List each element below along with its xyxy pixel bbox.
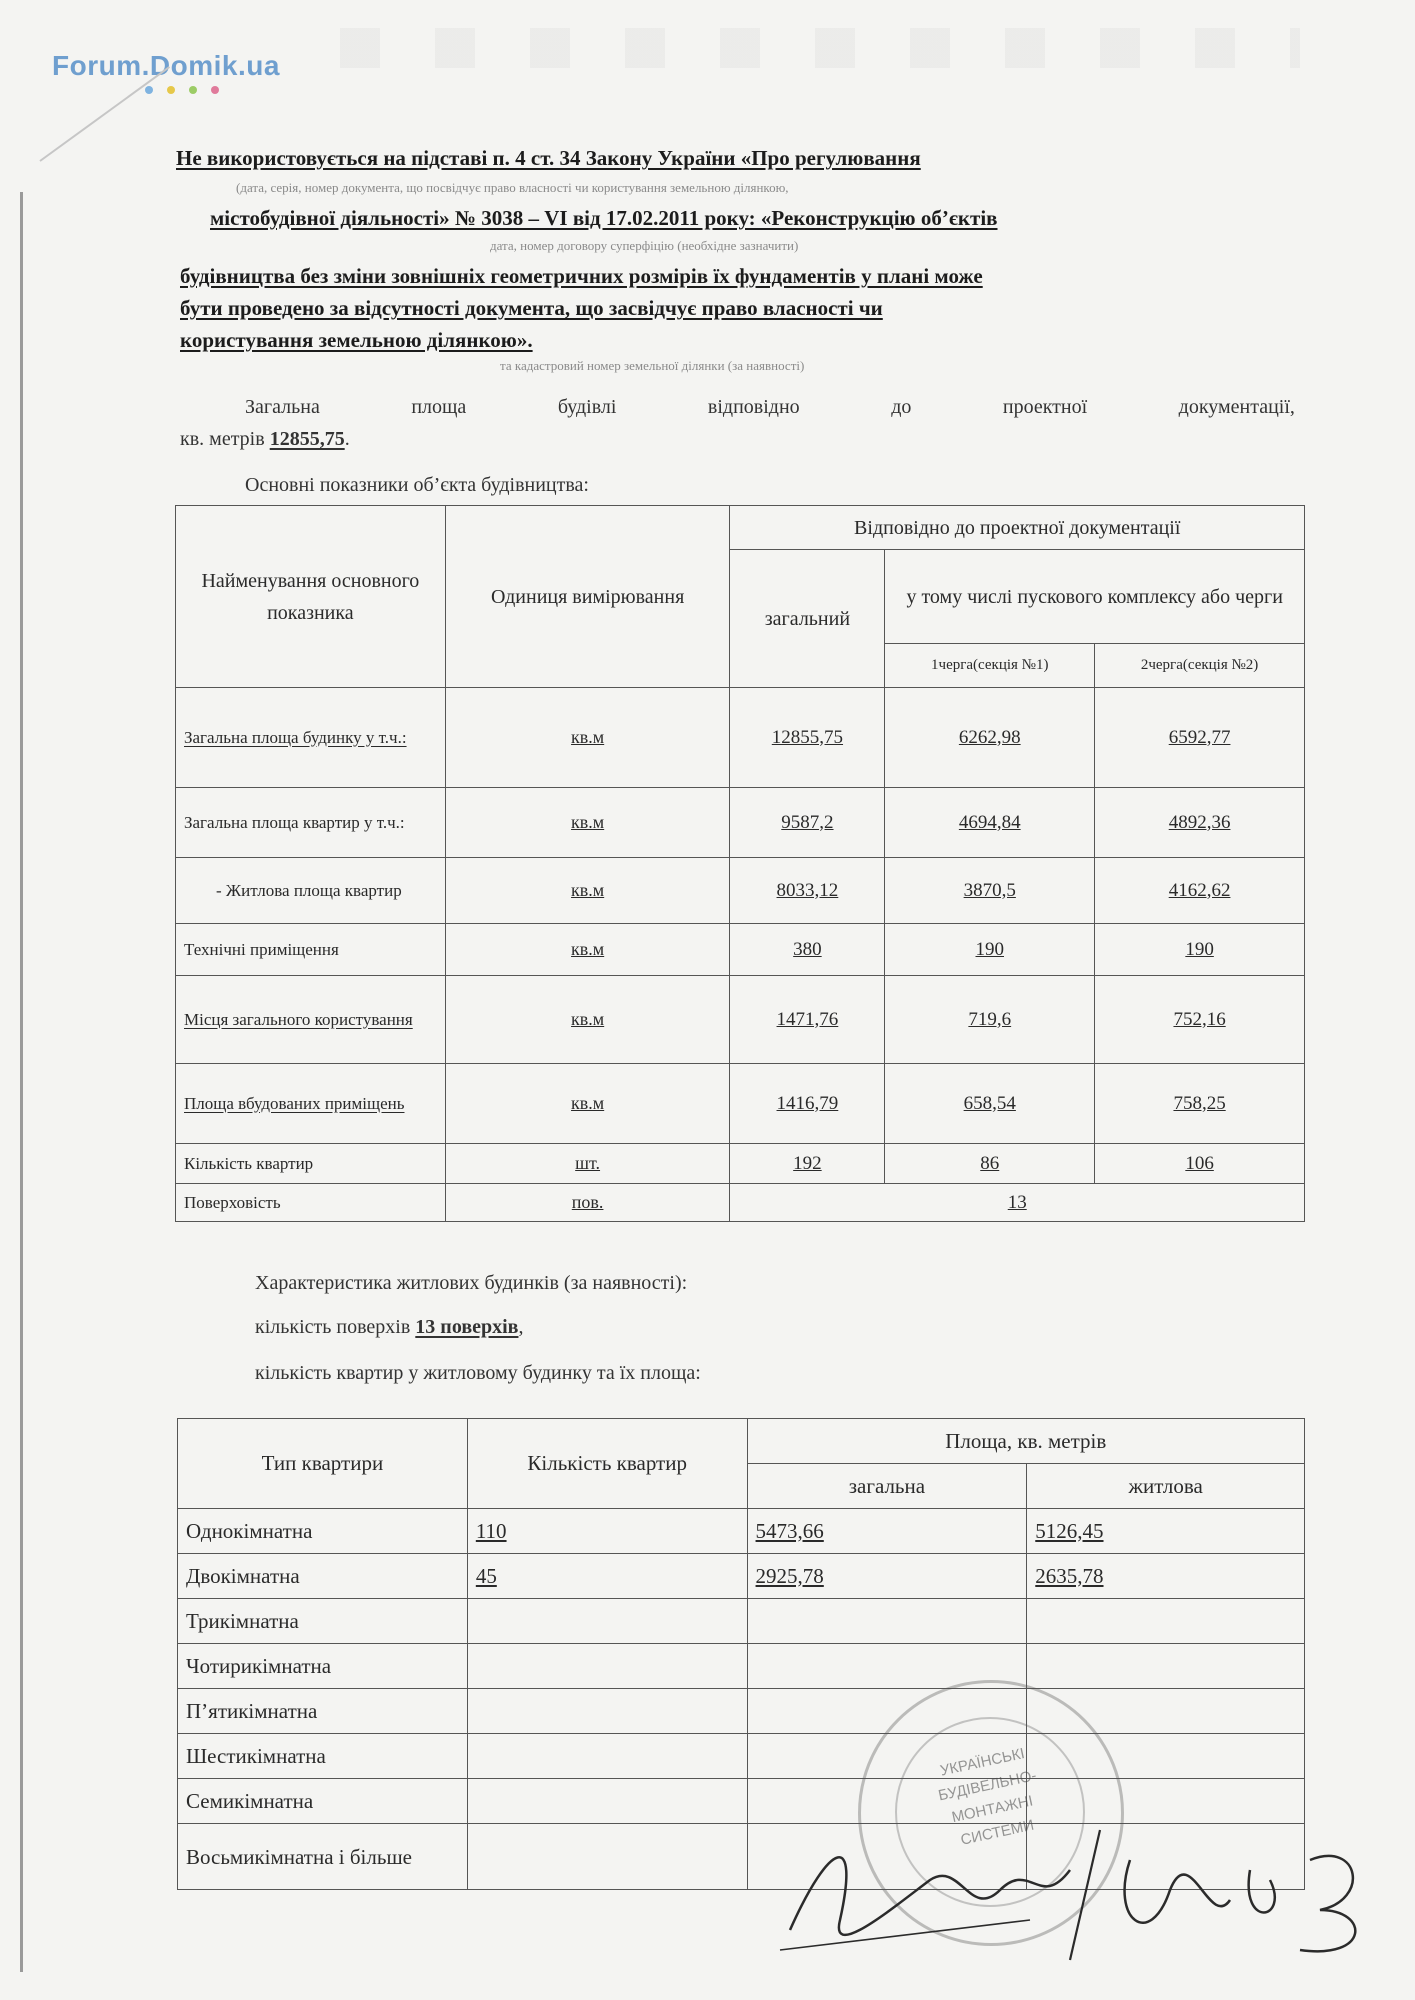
row-q1 [885,858,1095,924]
flat-type: Шестикімнатна [178,1734,468,1779]
flat-area-living-value: 2635,78 [1035,1563,1104,1588]
flat-count [467,1644,747,1689]
row-unit [445,1144,730,1184]
row-unit-text: шт. [575,1153,601,1173]
flat-area-living [1027,1509,1305,1554]
stamp-text: УКРАЇНСЬКІ БУДІВЕЛЬНО-МОНТАЖНІ СИСТЕМИ [936,1745,1039,1849]
row-unit [445,788,730,858]
area-line-1 [245,396,1295,419]
flat-type: Восьмикімнатна і більше [178,1824,468,1890]
row-floors-value [730,1184,1305,1222]
flat-type: Трикімнатна [178,1599,468,1644]
table-row [176,688,1305,788]
flat-type: П’ятикімнатна [178,1689,468,1734]
row-total-value: 1416,79 [776,1092,839,1114]
flat-type: Однокімнатна [178,1509,468,1554]
row-name: Загальна площа квартир у т.ч.: [176,788,446,858]
row-total-value: 380 [793,938,822,960]
th-area-living: житлова [1027,1464,1305,1509]
row-name: Загальна площа будинку у т.ч.: [176,688,446,788]
row-unit [445,688,730,788]
row-q2 [1095,976,1305,1064]
table-row [176,858,1305,924]
th-name: Найменування основного показника [176,506,446,688]
row-q1 [885,924,1095,976]
row-total-value: 8033,12 [776,879,839,901]
row-q1-value: 86 [980,1152,1000,1174]
row-q2 [1095,924,1305,976]
row-name: - Житлова площа квартир [176,858,446,924]
row-q2-value: 190 [1185,938,1214,960]
row-total-value: 9587,2 [781,811,834,833]
flat-area-total [747,1554,1027,1599]
row-total [730,688,885,788]
row-q2-value: 752,16 [1173,1008,1226,1030]
floors-line [255,1316,523,1339]
area-word: проектної [1002,396,1088,418]
row-q1-value: 4694,84 [958,811,1021,833]
area-word: документації, [1178,396,1295,418]
flat-count [467,1779,747,1824]
watermark-dot [145,86,153,94]
area-word: Загальна [245,396,320,418]
th-project: Відповідно до проектної документації [730,506,1305,550]
total-area-value: 12855,75 [269,428,345,450]
row-q2-value: 4162,62 [1168,879,1231,901]
flat-count-value: 110 [475,1518,507,1543]
table-row [178,1509,1305,1554]
header-hint-1: (дата, серія, номер документа, що посвідчує право власності чи користування земельною ділянкою, [236,180,789,195]
row-unit-text: кв.м [571,880,605,900]
header-line-2: містобудівної діяльності» № 3038 – VI від 17.02.2011 року: «Реконструкцію об’єктів [210,206,998,230]
th-including: у тому числі пускового комплексу або черги [885,550,1305,644]
row-q1 [885,688,1095,788]
watermark-dot [189,86,197,94]
row-q1 [885,976,1095,1064]
area-line-2 [180,428,350,451]
row-q2-value: 758,25 [1173,1092,1226,1114]
row-unit-text: кв.м [571,939,605,959]
flat-area-living [1027,1644,1305,1689]
row-q1 [885,1144,1095,1184]
table-row [176,1144,1305,1184]
floors-prefix: кількість поверхів [255,1316,411,1338]
row-name: Площа вбудованих приміщень [176,1064,446,1144]
watermark-logo: Forum.Domik.ua [52,50,280,81]
th-flat-area: Площа, кв. метрів [747,1419,1304,1464]
signature [770,1800,1390,1970]
flat-type: Двокімнатна [178,1554,468,1599]
row-q2 [1095,788,1305,858]
row-q1-value: 719,6 [968,1008,1012,1030]
row-name: Місця загального користування [176,976,446,1064]
scan-noise [340,28,1300,68]
floors-value: 13 [1007,1191,1027,1213]
row-unit [445,924,730,976]
row-total [730,1144,885,1184]
area-suffix: . [344,428,350,450]
table-row [178,1599,1305,1644]
row-unit-text: кв.м [571,1093,605,1113]
flat-count [467,1554,747,1599]
row-q2-value: 106 [1185,1152,1214,1174]
area-word: відповідно [707,396,800,418]
row-q1-value: 3870,5 [963,879,1016,901]
row-unit [445,1184,730,1222]
row-q2 [1095,1144,1305,1184]
flat-area-living-value: 5126,45 [1035,1518,1104,1543]
row-unit-text: кв.м [571,727,605,747]
flat-area-living [1027,1554,1305,1599]
area-word: площа [411,396,467,418]
row-total-value: 192 [793,1152,822,1174]
header-hint-3: та кадастровий номер земельної ділянки (за наявності) [500,358,805,373]
header-line-3: будівництва без зміни зовнішніх геометричних розмірів їх фундаментів у плані може [180,264,983,288]
binding-margin-line [20,192,23,1972]
th-flat-type: Тип квартири [178,1419,468,1509]
row-name: Кількість квартир [176,1144,446,1184]
row-unit [445,858,730,924]
header-hint-2: дата, номер договору суперфіцію (необхідне зазначити) [490,238,799,253]
table-row [176,976,1305,1064]
row-total [730,976,885,1064]
table-row [176,1064,1305,1144]
area-word: будівлі [557,396,617,418]
flats-line: кількість квартир у житловому будинку та їх площа: [255,1362,701,1384]
row-unit-text: пов. [571,1192,604,1212]
th-flat-count: Кількість квартир [467,1419,747,1509]
flat-area-total [747,1509,1027,1554]
flat-area-living [1027,1599,1305,1644]
flat-count [467,1824,747,1890]
row-total [730,858,885,924]
table-row [176,1184,1305,1222]
residential-title: Характеристика житлових будинків (за наявності): [255,1272,688,1294]
area-word: до [891,396,912,418]
flat-area-total-value: 5473,66 [755,1518,824,1543]
row-name: Технічні приміщення [176,924,446,976]
row-total [730,1064,885,1144]
row-q2 [1095,1064,1305,1144]
row-unit-text: кв.м [571,812,605,832]
row-q1 [885,1064,1095,1144]
flat-area-total-value: 2925,78 [755,1563,824,1588]
table-row [178,1554,1305,1599]
row-unit [445,1064,730,1144]
row-q1 [885,788,1095,858]
table-row [178,1734,1305,1779]
th-queue-1: 1черга(секція №1) [885,644,1095,688]
floors-count: 13 поверхів [415,1316,519,1338]
area-prefix: кв. метрів [180,428,265,450]
watermark-dot [167,86,175,94]
row-total [730,788,885,858]
row-name: Поверховість [176,1184,446,1222]
row-unit-text: кв.м [571,1009,605,1029]
row-unit [445,976,730,1064]
row-q1-value: 190 [975,938,1004,960]
th-area-total: загальна [747,1464,1027,1509]
th-total: загальний [730,550,885,688]
row-q2 [1095,688,1305,788]
watermark-dot [211,86,219,94]
indicators-title: Основні показники об’єкта будівництва: [245,474,589,496]
th-unit: Одиниця вимірювання [445,506,730,688]
flat-count [467,1734,747,1779]
row-total-value: 12855,75 [771,726,844,748]
table-row [176,788,1305,858]
flat-count-value: 45 [475,1563,497,1588]
row-q1-value: 6262,98 [958,726,1021,748]
row-q1-value: 658,54 [963,1092,1016,1114]
table-row [176,924,1305,976]
row-q2 [1095,858,1305,924]
row-q2-value: 4892,36 [1168,811,1231,833]
flat-area-total [747,1599,1027,1644]
indicators-table [175,505,1305,1222]
table-row [178,1644,1305,1689]
flat-count [467,1509,747,1554]
flat-count [467,1599,747,1644]
flat-type: Чотирикімнатна [178,1644,468,1689]
floors-suffix: , [518,1316,524,1338]
header-line-1: Не використовується на підставі п. 4 ст. 34 Закону України «Про регулювання [176,146,921,170]
header-line-4: бути проведено за відсутності документа, що засвідчує право власності чи [180,296,883,320]
th-queue-2: 2черга(секція №2) [1095,644,1305,688]
row-q2-value: 6592,77 [1168,726,1231,748]
watermark-dots [145,86,219,94]
row-total [730,924,885,976]
table-row [178,1689,1305,1734]
flat-count [467,1689,747,1734]
header-line-5: користування земельною ділянкою». [180,328,533,352]
row-total-value: 1471,76 [776,1008,839,1030]
flat-type: Семикімнатна [178,1779,468,1824]
